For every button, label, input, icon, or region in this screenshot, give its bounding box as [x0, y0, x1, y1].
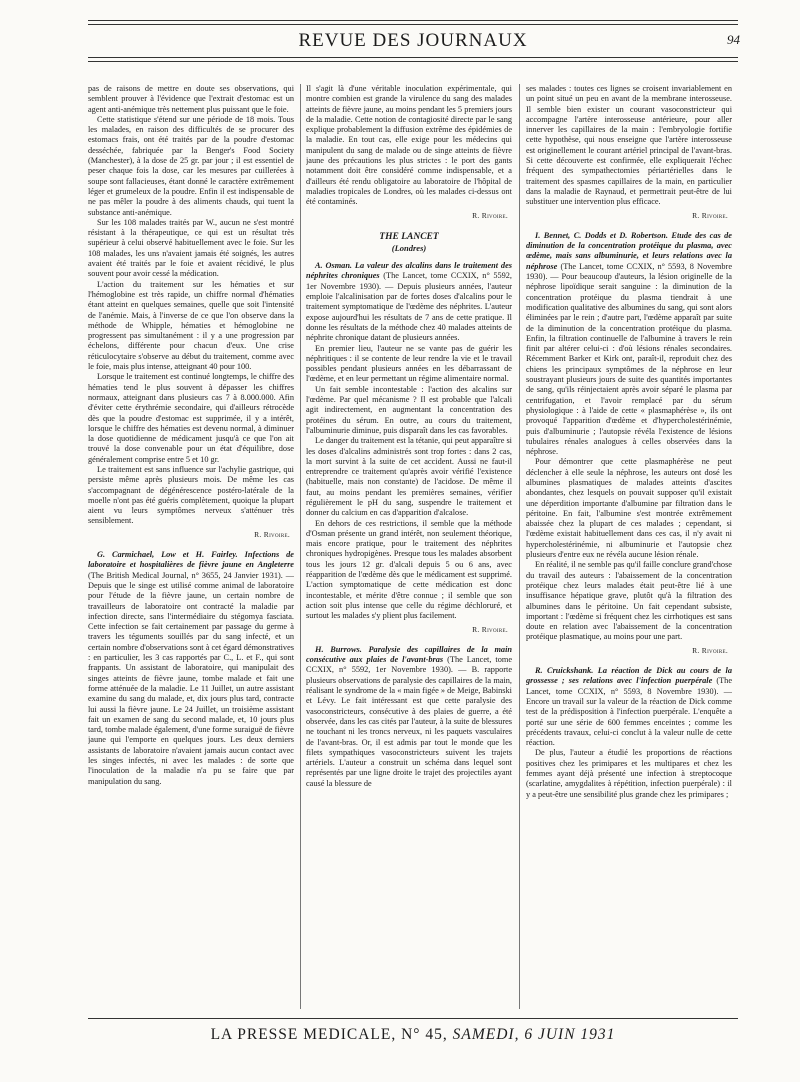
article-authors: A. Osman.: [315, 261, 353, 271]
footer-date: 6 JUIN 1931: [524, 1026, 616, 1043]
page-number: 94: [727, 32, 740, 47]
paragraph: En dehors de ces restrictions, il semble que la méthode d'Osman présente un grand intérêt, non seulement théorique, mais encore pratique, pour le traitement des néphrites chroniques hydropigènes. Presque tous les malades absorbent tous les jours 12 gr. d'alcali depuis 5 ou 6 ans, avec réapparition de l'œdème dès que le médicament est supprimé. L'action symptomatique de cette médication est donc incontestable, et mérite d'être connue ; il semble que son action soit plus intense que celle du régime déchloruré, et surtout les malades s'y plient plus facilement.: [306, 518, 512, 621]
article-heading: [526, 231, 732, 458]
paragraph: Il s'agit là d'une véritable inoculation expérimentale, qui montre combien est grande la virulence du sang des malades atteints de fièvre jaune, au moins pendant les 5 premiers jours de la maladie. Cette notion de contagiosité directe par le sang explique probablement la diffusion extrême des épidémies de la maladie. En tout cas, elle exige pour les médecins qui manipulent du sang de malade ou de singe atteints de fièvre jaune des précautions les plus strictes : le port des gants notamment doit être considéré comme indispensable, et a d'ailleurs été rendu obligatoire au laboratoire de l'hôpital de maladies tropicales de Londres, où les malades ci-dessus ont été contaminés.: [306, 84, 512, 207]
column-2: [306, 84, 512, 1009]
column-3: [526, 84, 732, 1009]
paragraph: Cette statistique s'étend sur une période de 18 mois. Tous les malades, en raison des difficultés de se procurer des estomacs frais, ont été traités par de la poudre d'estomac desséchée, fabriquée par la Benger's Food Society (Manchester), à la dose de 25 gr. par jour ; il est essentiel de peser chaque fois la dose, car les mesures par cuillerées à soupe sont fallacieuses, étant donné le caractère extrêmement léger et grumeleux de la poudre. Enfin il est indispensable de ne pas mêler la poudre à des aliments chauds, qui tuent la substance anti-anémique.: [88, 114, 294, 217]
column-divider-1: [300, 84, 301, 1009]
article-reference: (The Lancet, tome CCXIX, n° 5593, 8 Novembre 1930). —: [526, 261, 732, 282]
article-authors: I. Bennet, C. Dodds et D. Robertson.: [535, 230, 668, 240]
header-top-rule-2: [88, 24, 738, 25]
paragraph: L'action du traitement sur les hématies et sur l'hémoglobine est très rapide, un chiffre normal d'hématies étant atteint en quelques semaines, quelle que soit l'intensité de l'anémie. Mais, à l'inverse de ce que l'on observe dans la méthode de Whipple, hématies et hémoglobine ne progressent pas simultanément : il y a une progression par échelons, différente pour chacun d'eux. Une crise réticulocytaire s'observe au début du traitement, comme avec le foie, mais plus intense, atteignant 40 pour 100.: [88, 279, 294, 372]
article-title: Infections de laboratoire et hospitalières de fièvre jaune en Angleterre: [88, 550, 294, 570]
article-heading: [306, 645, 512, 789]
paragraph: ses malades : toutes ces lignes se croisent invariablement en un point situé un peu en avant de la membrane interosseuse. Il semble bien exister un courant vasoconstricteur qui accompagne l'artère interosseuse antérieure, pour aller innerver les capillaires de la main : l'embryologie fortifie cette hypothèse, qui nous enseigne que l'artère interosseuse est originellement le courant artériel principal de l'avant-bras. Si cette découverte est confirmée, elle expliquerait l'échec fréquent des sympathectomies périartérielles dans le traitement des spasmes capillaires de la main, en particulier dans la maladie de Raynaud, et permettrait peut-être de lui substituer une intervention plus efficace.: [526, 84, 732, 207]
article-reference: (The Lancet, tome CCXIX, n° 5593, 8 Novembre 1930). —: [526, 676, 732, 696]
article-body: Depuis que le singe est utilisé comme animal de laboratoire pour l'étude de la fièvre jaune, un certain nombre de travailleurs de laboratoire ont contracté la maladie par infection directe, sans l'intermédiaire du stégomya fasciata. Cette infection se fait certainement par passage du germe à travers les téguments souillés par du sang infecté, et un certain nombre d'observations sont à cet égard démonstratives : en particulier, les 3 cas rapportés par C., L. et F., qui sont frappants. Un assistant de laboratoire, qui manipulait des singes atteints de fièvre jaune, tombe malade et fait une forme atténuée de la maladie. Le 11 Juillet, un autre assistant examine du sang du malade, et, dix jours plus tard, contracte lui aussi la fièvre jaune. Le 24 Juillet, un troisième assistant fait un examen de sang du second malade, et, 10 jours plus tard, tombe malade également, d'une forme suraiguë de fièvre jaune qui l'emporte en quelques jours. Les deux derniers assistants de laboratoire n'avaient jamais aucun contact avec les singes infectés, ni avec les malades : de sorte que l'inoculation de la maladie n'a pu se faire que par manipulation du sang.: [88, 580, 294, 786]
article-body: Encore un travail sur la valeur de la réaction de Dick comme test de la prédisposition à l'infection puerpérale. L'enquête a porté sur une série de 600 femmes enceintes ; comme les précédents travaux, celui-ci conclut à la valeur nulle de cette réaction.: [526, 696, 732, 748]
article-title: Paralysie des capillaires de la main consécutive aux plaies de l'avant-bras: [306, 644, 512, 665]
footer-number: ° 45,: [413, 1026, 448, 1043]
column-divider-2: [519, 84, 520, 1009]
author-signature: R. Rivoire.: [692, 210, 728, 220]
article-authors: R. Cruickshank.: [535, 666, 594, 676]
paragraph: Sur les 108 malades traités par W., aucun ne s'est montré résistant à la thérapeutique, ce qui est un résultat très supérieur à celui observé habituellement avec le foie. Sur les 108 malades, les uns n'avaient jamais été soignés, les autres avaient été traités par le foie et avaient récidivé, le plus souvent pour avoir cessé la médication.: [88, 217, 294, 279]
article-body: B. rapporte plusieurs observations de paralysie des capillaires de la main, réalisant le syndrome de la « main figée » de Meige, Babinski et Lévy. Le fait intéressant est que cette paralysie des vasoconstricteurs, consécutive à des plaies de guerre, a été observée, dans les cas cités par l'auteur, à la suite de blessures ne touchant ni les troncs nerveux, ni les paquets vasculaires de l'avant-bras. Or, il est admis par tout le monde que les filets sympathiques vasoconstricteurs suivent les trajets artériels. L'auteur a construit un schéma dans lequel sont représentés par une ligne droite le trajet des projectiles ayant causé la blessure de: [306, 665, 512, 788]
article-heading: [526, 666, 732, 748]
article-body: Pour beaucoup d'auteurs, la lésion originelle de la néphrose lipoïdique serait sanguine : la diminution de la concentration protéique du plasma tiendrait à une modification qualitative des albumines du sang, qui sont alors éliminées par le rein ; d'autre part, l'œdème apparaît par suite de la diminution de la concentration protéique du plasma. Enfin, la filtration continuelle de l'albumine à travers le rein finit par altérer celui-ci : d'où lésions rénales secondaires. Récemment Barker et Kirk ont, paraît-il, reproduit chez des chiens les principaux symptômes de la néphrose en leur soustrayant plusieurs jours de suite des quantités importantes de sang, qu'ils réinjectaient après avoir séparé le plasma par centrifugation, et l'avoir remplacé par du sérum physiologique : à l'aide de cette « plasmaphérèse », ils ont provoqué l'apparition d'œdème et d'hypercholestérinémie, puis d'albuminurie ; l'autopsie révéla l'existence de lésions tubulaires rénales analogues à celles observées dans la néphrose.: [526, 272, 732, 457]
paragraph: pas de raisons de mettre en doute ses observations, qui semblent prouver à l'évidence que l'extrait d'estomac est un agent anti-anémique très nettement plus puissant que le foie.: [88, 84, 294, 114]
column-1: [88, 84, 294, 1009]
article-reference: (The British Medical Journal, n° 3655, 24 Janvier 1931). —: [88, 570, 294, 580]
article-reference: (The Lancet, tome CCXIX, n° 5592, 1er Novembre 1930). —: [306, 655, 512, 675]
author-signature: R. Rivoire.: [472, 624, 508, 634]
paragraph: En premier lieu, l'auteur ne se vante pas de guérir les néphritiques : il se contente de leur rendre la vie et le travail possibles pendant plusieurs années en les débarrassant de l'œdème, et en leur permettant un régime alimentaire normal.: [306, 343, 512, 384]
author-signature: R. Rivoire.: [254, 529, 290, 539]
article-authors: G. Carmichael, Low et H. Fairley.: [97, 550, 238, 560]
page-footer: [88, 1026, 738, 1044]
article-title: La valeur des alcalins dans le traitement des néphrites chroniques: [306, 261, 512, 281]
article-heading: [306, 261, 512, 343]
article-body: Depuis plusieurs années, l'auteur emploie l'alcalinisation par de fortes doses d'alcalins pour le traitement symptomatique de l'œdème des néphrites. L'auteur expose aujourd'hui les résultats de 7 ans de cette pratique. Il donne les résultats de la méthode chez 40 malades atteints de néphrite chronique datant de plusieurs années.: [306, 281, 512, 343]
paragraph: Le danger du traitement est la tétanie, qui peut apparaître si les doses d'alcalins administrés sont trop fortes : dans 2 cas, la mort survint à la suite de cet accident. Aussi ne faut-il entreprendre ce traitement qu'après avoir vérifié l'existence (habituelle, mais non constante) de l'acidose. De même il faut, au moins pendant les premières semaines, vérifier régulièrement le pH du sang, suspendre le traitement et donner du calcium en cas d'apparition d'alcalose.: [306, 436, 512, 518]
footer-rule: [88, 1018, 738, 1019]
article-reference: (The Lancet, tome CCXIX, n° 5592, 1er Novembre 1930). —: [306, 271, 512, 291]
footer-day: SAMEDI,: [452, 1026, 520, 1043]
paragraph: En réalité, il ne semble pas qu'il faille conclure grand'chose du travail des auteurs : l'abaissement de la concentration protéique chez leurs malades était peut-être lié à une insuffisance hépatique grave, plutôt qu'à la filtration des albumines dans le péritoine. Un fait cependant subsiste, important : l'œdème si fréquent chez les cirrhotiques est sans doute en relation avec l'abaissement de la concentration protéique plasmatique, au moins pour une part.: [526, 560, 732, 642]
author-signature: R. Rivoire.: [692, 645, 728, 655]
paragraph: Pour démontrer que cette plasmaphérèse ne peut déclencher à elle seule la néphrose, les auteurs ont dosé les albumines plasmatiques de malades atteints d'ascites abondantes, chez lesquels on pouvait supposer qu'il existait une déperdition importante d'albumine par filtration dans le péritoine. En fait, l'albumine s'est montrée extrêmement abaissée chez la plupart de ces malades ; cependant, si l'œdème existait habituellement dans ces cas, il n'y avait ni hypercholestérinémie, ni albuminurie et l'autopsie chez plusieurs d'entre eux ne révéla aucune lésion rénale.: [526, 457, 732, 560]
paragraph: Un fait semble incontestable : l'action des alcalins sur l'œdème. Par quel mécanisme ? Il est probable que l'alcali agit indirectement, en augmentant la concentration des protéines du sérum. En outre, au cours du traitement, l'albuminurie diminue, puis disparaît dans les cas favorables.: [306, 384, 512, 435]
footer-journal: LA PRESSE MEDICALE, N: [210, 1026, 414, 1043]
author-signature: R. Rivoire.: [472, 210, 508, 220]
journal-section-city: (Londres): [391, 242, 427, 253]
article-title: La réaction de Dick au cours de la grossesse ; ses relations avec l'infection puerpérale: [526, 666, 732, 686]
paragraph: De plus, l'auteur a étudié les proportions de réactions positives chez les primipares et les multipares et chez les femmes ayant déjà présenté une infection à streptocoque (scarlatine, amygdalites à répétition, infection puerpérale) : il y a peut-être une sensibilité plus grande chez les primipares ;: [526, 748, 732, 799]
journal-section-title: THE LANCET: [379, 231, 439, 242]
article-heading: [88, 550, 294, 787]
page-header-title: REVUE DES JOURNAUX: [298, 30, 528, 51]
article-title: Etude des cas de diminution de la concentration protéique du plasma, avec œdème, mais sans albuminurie, et leurs relations avec la néphrose: [526, 230, 732, 271]
article-authors: H. Burrows.: [315, 644, 362, 654]
header-top-rule: [88, 20, 738, 21]
header-bottom-rule: [88, 57, 738, 58]
paragraph: Lorsque le traitement est continué longtemps, le chiffre des hématies tend le plus souvent à dépasser les chiffres normaux, atteignant dans plusieurs cas 7 à 8.000.000. Afin d'éviter cette érythrémie secondaire, qui d'ailleurs rétrocède dès que la poudre d'estomac est supprimée, il y a intérêt, lorsque le chiffre des hématies est devenu normal, à diminuer la dose quotidienne de médicament jusqu'à ce que l'on ait trouvé la dose convenable pour un état d'équilibre, dose généralement comprise entre 5 et 10 gr.: [88, 372, 294, 464]
header-bottom-rule-2: [88, 61, 738, 62]
paragraph: Le traitement est sans influence sur l'achylie gastrique, qui persiste même après plusieurs mois. De même les cas s'accompagnant de dégénérescence postéro-latérale de la moelle n'ont pas été guéris complètement, quoique la plupart aient vu leurs symptômes nerveux s'atténuer très sensiblement.: [88, 464, 294, 526]
